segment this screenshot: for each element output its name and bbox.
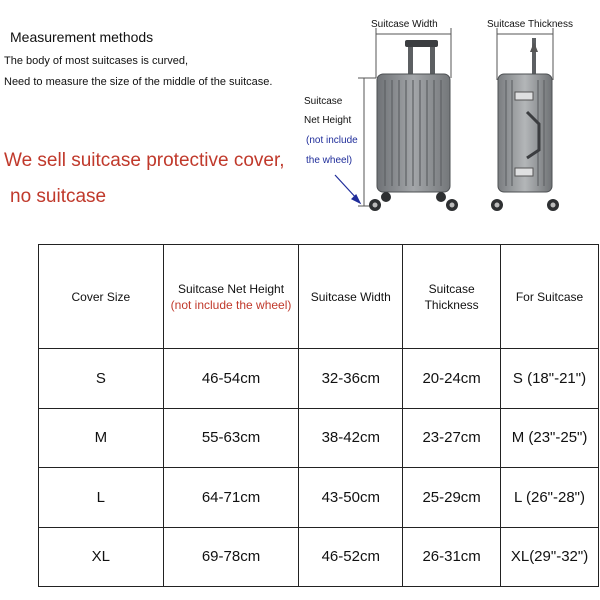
header-net-height [163, 245, 299, 349]
table-row [39, 349, 599, 409]
cell-size: M [39, 408, 164, 468]
promo-line-no-suitcase: no suitcase [10, 186, 107, 207]
cell-thickness: 23-27cm [403, 408, 501, 468]
cell-width: 32-36cm [299, 349, 403, 409]
table-row [39, 468, 599, 528]
measurement-note-middle: Need to measure the size of the middle of the suitcase. [4, 76, 273, 88]
cell-fits: M (23"-25") [501, 408, 599, 468]
table-row [39, 408, 599, 468]
cell-width: 46-52cm [299, 527, 403, 587]
height-bracket [358, 78, 376, 206]
cell-height: 55-63cm [163, 408, 299, 468]
net-height-note-2: the wheel) [306, 155, 353, 166]
cell-fits: XL(29"-32") [501, 527, 599, 587]
header-thickness-line2: Thickness [424, 297, 479, 312]
header-for-suitcase: For Suitcase [501, 245, 599, 349]
width-bracket [376, 28, 451, 78]
promo-line-cover: We sell suitcase protective cover, [4, 150, 285, 171]
side-suitcase-image [491, 38, 559, 211]
table-header-row [39, 245, 599, 349]
net-height-note-1: (not include [306, 135, 358, 146]
cell-fits: S (18"-21") [501, 349, 599, 409]
cell-size: XL [39, 527, 164, 587]
cell-height: 46-54cm [163, 349, 299, 409]
cell-thickness: 26-31cm [403, 527, 501, 587]
measurement-note-curved: The body of most suitcases is curved, [4, 55, 189, 67]
net-height-label-2: Net Height [304, 115, 352, 126]
measurement-title: Measurement methods [10, 29, 154, 45]
header-thickness [403, 245, 501, 349]
cell-size: L [39, 468, 164, 528]
thickness-bracket [497, 28, 553, 80]
header-width: Suitcase Width [299, 245, 403, 349]
suitcase-diagram [0, 0, 600, 230]
header-net-height-label: Suitcase Net Height [178, 281, 285, 296]
cell-height: 69-78cm [163, 527, 299, 587]
header-cover-size: Cover Size [39, 245, 164, 349]
cell-thickness: 20-24cm [403, 349, 501, 409]
suitcase-width-label: Suitcase Width [371, 19, 438, 30]
cell-size: S [39, 349, 164, 409]
front-suitcase-image [369, 40, 458, 211]
height-pointer-arrow [335, 175, 360, 203]
cell-width: 43-50cm [299, 468, 403, 528]
header-net-height-note: (not include the wheel) [170, 297, 292, 312]
cell-thickness: 25-29cm [403, 468, 501, 528]
table-row [39, 527, 599, 587]
cell-fits: L (26"-28") [501, 468, 599, 528]
header-thickness-line1: Suitcase [428, 281, 475, 296]
suitcase-thickness-label: Suitcase Thickness [487, 19, 573, 30]
cell-height: 64-71cm [163, 468, 299, 528]
cell-width: 38-42cm [299, 408, 403, 468]
net-height-label-1: Suitcase [304, 96, 343, 107]
size-chart-table [38, 244, 599, 587]
